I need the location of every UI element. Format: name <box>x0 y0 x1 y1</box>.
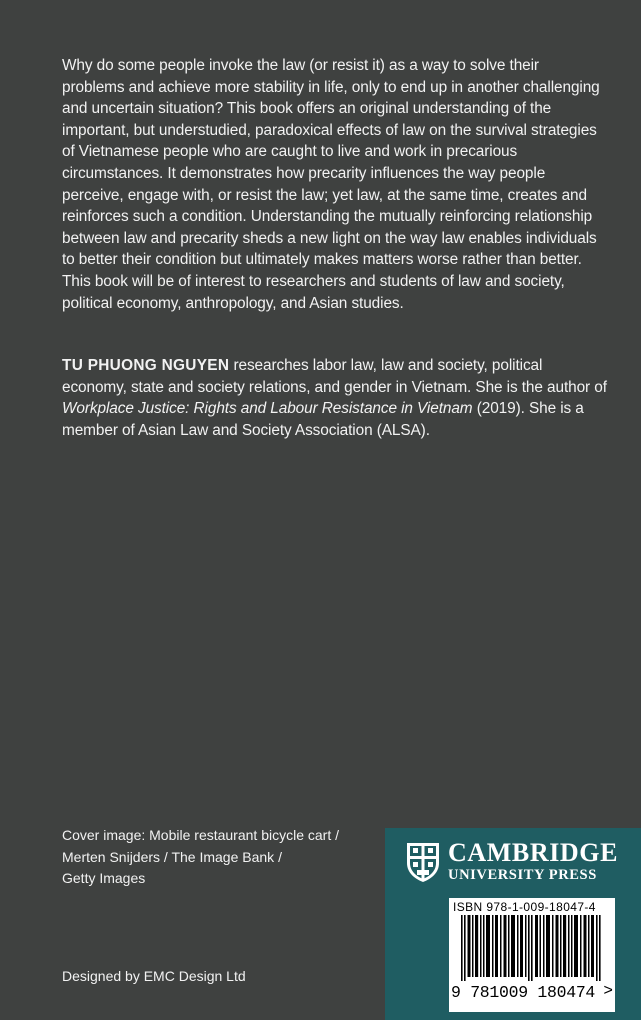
barcode-number: 9 781009 180474 <box>451 983 596 1002</box>
book-description: Why do some people invoke the law (or resist it) as a way to solve their problems and achieve more stability in life, only to end up in another challenging and uncertain situation? This book offers an original understanding of the important, but understudied, paradoxical effects of law on the survival strategies of Vietnamese people who are caught to live and work in precarious circumstances. It demonstrates how precarity influences the way people perceive, engage with, or resist the law; yet law, at the same time, creates and reinforces such a condition. Understanding the mutually reinforcing relationship between law and precarity sheds a new light on the way law enables individuals to better their condition but ultimately makes matters worse rather than better. This book will be of interest to researchers and students of law and society, political economy, anthropology, and Asian studies. <box>62 57 600 312</box>
publisher-logo <box>405 840 618 884</box>
cover-image-credit <box>62 825 362 890</box>
publisher-name: CAMBRIDGE <box>448 838 619 867</box>
author-bio-text-1: researches labor law, law and society, political economy, state and society relations, and gender in Vietnam. She is the author of <box>62 357 607 396</box>
cover-credit-line-2: Merten Snijders / The Image Bank / <box>62 848 282 865</box>
barcode-arrow: > <box>603 982 613 1000</box>
designer-credit: Designed by EMC Design Ltd <box>62 968 246 984</box>
author-bio-text-2: (2019). She is a member of Asian Law and Society Association (ALSA). <box>62 400 584 439</box>
barcode-bars <box>453 915 611 981</box>
barcode <box>449 898 615 1012</box>
publisher-panel <box>385 828 641 1020</box>
cambridge-shield-icon <box>405 841 441 883</box>
author-name: TU PHUONG NGUYEN <box>62 357 230 374</box>
cover-credit-line-3: Getty Images <box>62 870 146 886</box>
author-bio <box>62 355 607 441</box>
previous-book-title: Workplace Justice: Rights and Labour Resistance in Vietnam <box>62 400 473 418</box>
isbn-label: ISBN 978-1-009-18047-4 <box>453 900 596 914</box>
publisher-subtitle: UNIVERSITY PRESS <box>448 867 597 883</box>
cover-credit-line-1: Cover image: Mobile restaurant bicycle cart / <box>62 827 339 843</box>
